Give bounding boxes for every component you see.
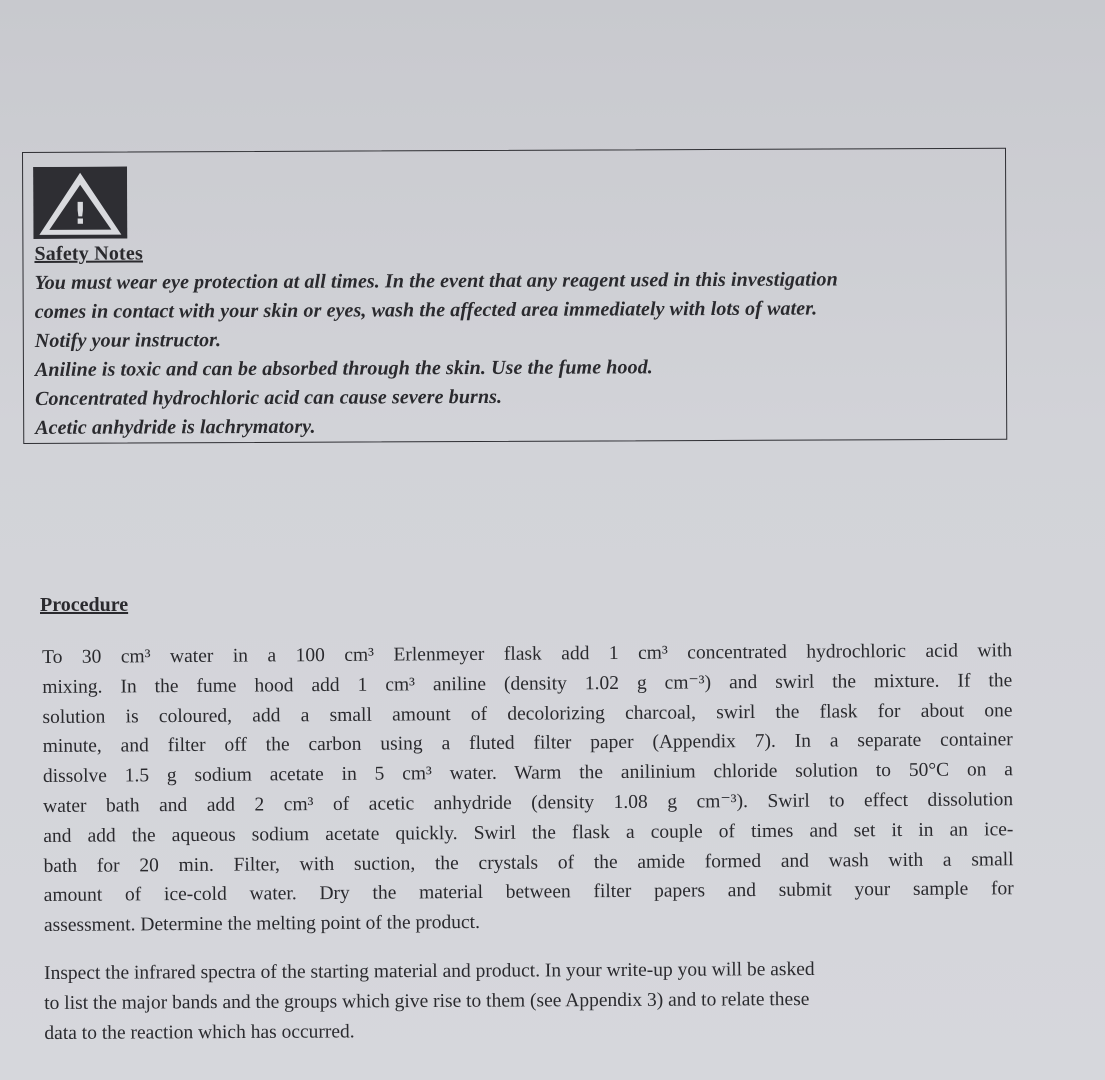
procedure-heading: Procedure — [40, 594, 129, 616]
safety-line: Notify your instructor. — [34, 329, 222, 352]
procedure-line: solution is coloured, add a small amount of decolorizing charcoal, swirl the flask for about one — [42, 699, 1013, 728]
safety-notes-list — [35, 265, 839, 443]
procedure-line: water bath and add 2 cm³ of acetic anhydride (density 1.08 g cm⁻³). Swirl to effect dissolution — [43, 789, 1014, 817]
procedure-line: bath for 20 min. Filter, with suction, the crystals of the amide formed and wash with a small — [43, 848, 1014, 877]
procedure-line: data to the reaction which has occurred. — [44, 1021, 355, 1044]
procedure-line: Inspect the infrared spectra of the starting material and product. In your write-up you will be asked — [44, 958, 815, 984]
procedure-line: minute, and filter off the carbon using a fluted filter paper (Appendix 7). In a separate container — [42, 729, 1013, 758]
procedure-line: mixing. In the fume hood add 1 cm³ aniline (density 1.02 g cm⁻³) and swirl the mixture. If the — [42, 670, 1013, 698]
procedure-line: and add the aqueous sodium acetate quickly. Swirl the flask a couple of times and set it in an ice- — [43, 819, 1014, 847]
warning-triangle-icon — [33, 167, 127, 239]
safety-notes-box — [22, 148, 1007, 444]
procedure-line: To 30 cm³ water in a 100 cm³ Erlenmeyer flask add 1 cm³ concentrated hydrochloric acid with — [42, 640, 1013, 668]
safety-line: You must wear eye protection at all times. In the event that any reagent used in this investigation — [34, 268, 838, 294]
safety-line: Acetic anhydride is lachrymatory. — [35, 415, 316, 439]
procedure-line: amount of ice-cold water. Dry the material between filter papers and submit your sample for — [43, 878, 1014, 907]
procedure-paragraph-1 — [42, 636, 1014, 941]
procedure-paragraph-2 — [44, 954, 1014, 1049]
safety-notes-title: Safety Notes — [34, 242, 143, 265]
safety-line: comes in contact with your skin or eyes, wash the affected area immediately with lots of water. — [34, 297, 818, 323]
procedure-line: dissolve 1.5 g sodium acetate in 5 cm³ water. Warm the anilinium chloride solution to 50°C on a — [42, 759, 1013, 788]
warning-glyph: ! — [73, 196, 88, 232]
procedure-line: assessment. Determine the melting point of the product. — [43, 912, 480, 937]
procedure-line: to list the major bands and the groups which give rise to them (see Appendix 3) and to relate these — [44, 988, 810, 1014]
safety-line: Concentrated hydrochloric acid can cause severe burns. — [35, 385, 503, 410]
safety-line: Aniline is toxic and can be absorbed through the skin. Use the fume hood. — [34, 356, 653, 381]
